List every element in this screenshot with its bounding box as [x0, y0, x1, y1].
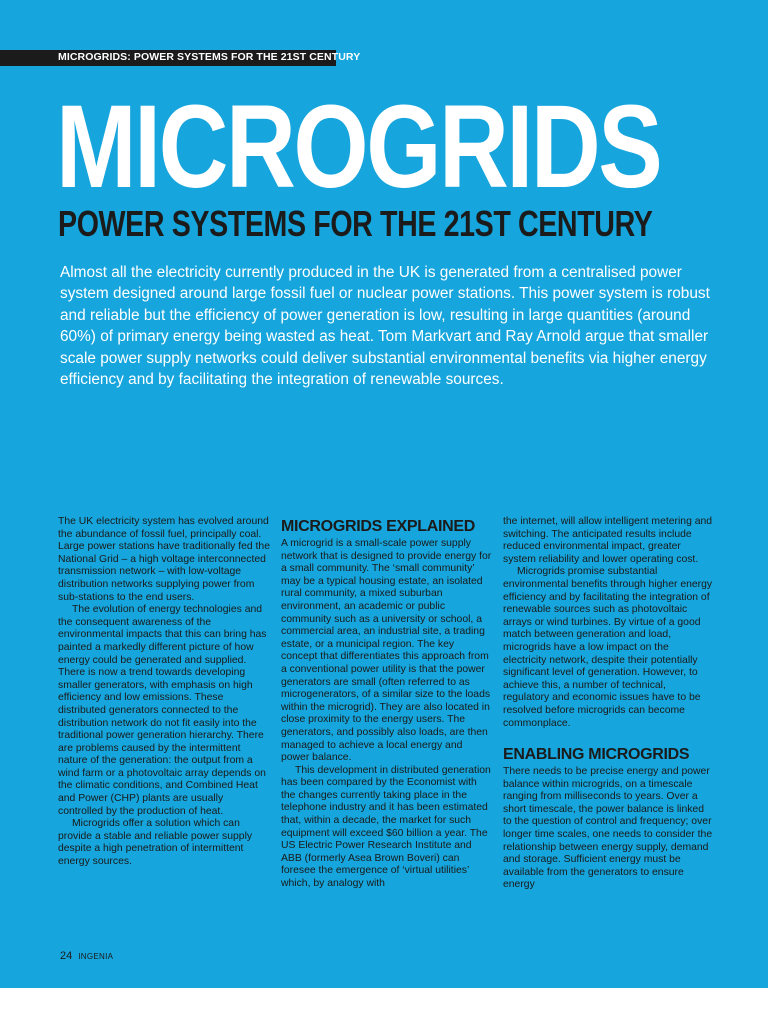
page-number: 24 — [60, 950, 73, 962]
paragraph: This development in distributed generation has been compared by the Economist with the changes currently taking place in the telephone industry and it has been estimated that, within a decade, the market for such equipment will exceed $60 billion a year. The US Electric Power Research Institute and ABB (formerly Asea Brown Boveri) can foresee the emergence of ‘virtual utilities’ which, by analogy with — [281, 764, 491, 890]
paragraph: Microgrids promise substantial environmental benefits through higher energy efficiency and by facilitating the integration of renewable sources such as photovoltaic arrays or wind turbines. By virtue of a good match between generation and load, microgrids have a low impact on the electricity network, despite their potentially significant level of generation. However, to achieve this, a number of technical, regulatory and economic issues have to be resolved before microgrids can become commonplace. — [503, 566, 713, 729]
page-footer — [60, 946, 113, 964]
paragraph: the internet, will allow intelligent metering and switching. The anticipated results include reduced environmental impact, greater system reliability and lower operating cost. — [503, 516, 713, 565]
intro-paragraph: Almost all the electricity currently produced in the UK is generated from a centralised power system designed around large fossil fuel or nuclear power stations. This power system is robust and reliable but the efficiency of power generation is low, resulting in large quantities (around 60%) of primary energy being wasted as heat. Tom Markvart and Ray Arnold argue that smaller scale power supply networks could deliver substantial environmental benefits via higher energy efficiency and by facilitating the integration of renewable sources. — [60, 264, 710, 389]
paragraph: A microgrid is a small-scale power supply network that is designed to provide energy for a small community. The ‘small community’ may be a typical housing estate, an isolated rural community, a mixed suburban environment, an academic or public community such as a university or school, a commercial area, an industrial site, a trading estate, or a municipal region. The key concept that differentiates this approach from a conventional power utility is that the power generators are small (often referred to as microgenerators, of a similar size to the loads within the microgrid). They are also located in close proximity to the energy users. The generators, and possibly also loads, are then managed to achieve a local energy and power balance. — [281, 538, 492, 764]
section-heading-microgrids-explained: MICROGRIDS EXPLAINED — [281, 518, 476, 535]
paragraph: Microgrids offer a solution which can provide a stable and reliable power supply despite a high penetration of intermittent energy sources. — [58, 818, 253, 868]
page-title: MICROGRIDS — [56, 81, 661, 213]
article-column-3 — [503, 516, 713, 892]
paragraph: The evolution of energy technologies and the consequent awareness of the environmental impacts that this can bring has painted a markedly different picture of how energy could be generated and supplied. There is now a trend towards developing smaller generators, with emphasis on high efficiency and low emissions. These distributed generators connected to the distribution network do not fit easily into the traditional power generation hierarchy. There are problems caused by the intermittent nature of the generation: the output from a wind farm or a photovoltaic array depends on the climatic conditions, and Combined Heat and Power (CHP) plants are usually controlled by the production of heat. — [58, 604, 267, 817]
section-header-bar — [0, 50, 361, 66]
paragraph: The UK electricity system has evolved around the abundance of fossil fuel, principally coal. Large power stations have traditionally fed the National Grid – a high voltage interconnected transmission network – with low-voltage distribution networks supplying power from sub-stations to the end users. — [58, 516, 270, 603]
article-column-1 — [58, 516, 270, 869]
page-subtitle: POWER SYSTEMS FOR THE 21ST CENTURY — [58, 203, 653, 244]
magazine-name: INGENIA — [78, 952, 114, 961]
page-margin-bottom — [0, 988, 768, 1024]
article-column-2 — [281, 518, 492, 891]
section-label: MICROGRIDS: POWER SYSTEMS FOR THE 21ST CENTURY — [58, 51, 361, 63]
section-heading-enabling-microgrids: ENABLING MICROGRIDS — [503, 746, 690, 764]
paragraph: There needs to be precise energy and power balance within microgrids, on a timescale ranging from milliseconds to years. Over a short timescale, the power balance is linked to the question of control and frequency; over longer time scales, one needs to consider the relationship between energy supply, demand and storage. Sufficient energy must be available from the generators to ensure energy — [503, 766, 713, 891]
